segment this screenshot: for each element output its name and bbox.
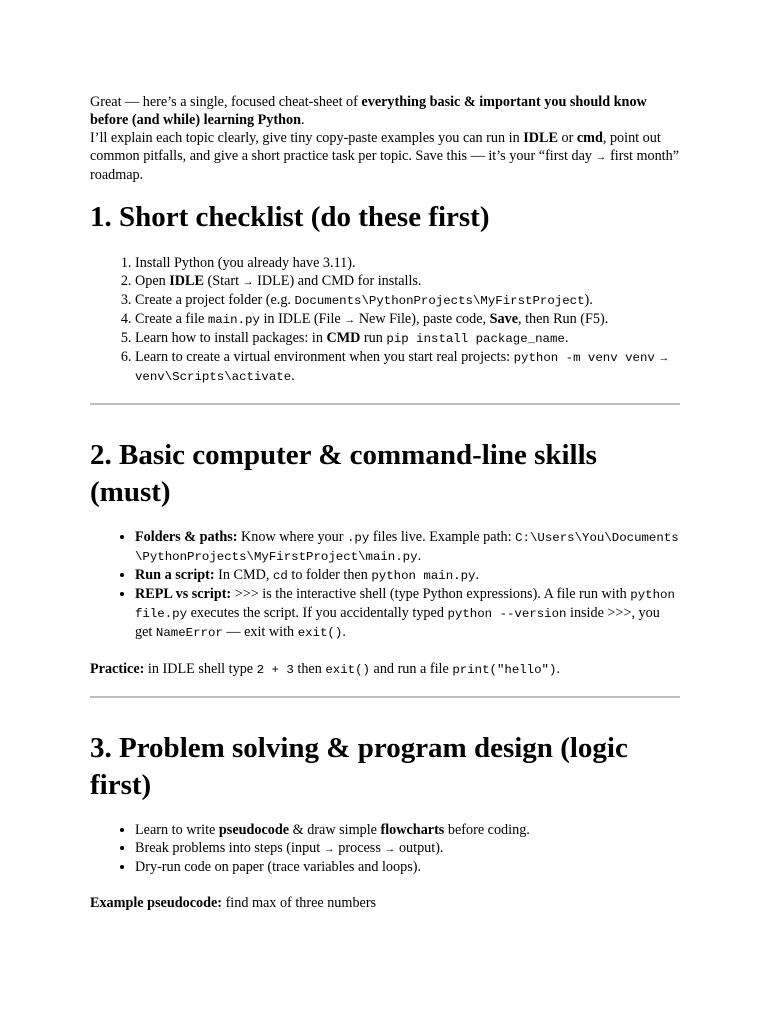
item-text: IDLE) and CMD for installs. — [253, 273, 422, 289]
item-text: New File), paste code, — [355, 311, 490, 327]
arrow-icon: → — [384, 843, 396, 855]
checklist — [90, 254, 680, 386]
section-divider — [90, 696, 680, 698]
item-code: .py — [347, 531, 370, 545]
item-text: executes the script. If you accidentally typed — [187, 605, 448, 621]
list-item — [135, 566, 680, 585]
item-code: cd — [272, 569, 288, 583]
list-item — [135, 272, 680, 291]
item-text: . — [342, 624, 346, 640]
item-code: C:\Users\You\Documents\PythonProjects\MyFirstProject\main.py — [135, 531, 679, 564]
item-label: REPL vs script: — [135, 586, 232, 602]
practice-code: print("hello") — [452, 663, 557, 677]
intro-text: or — [557, 130, 577, 146]
item-text: Install Python (you already have 3.11). — [135, 255, 356, 271]
item-text: >>> is the interactive shell (type Python expressions). A file run with — [231, 586, 631, 602]
practice-paragraph — [90, 660, 680, 679]
practice-text: in IDLE shell type — [144, 661, 257, 677]
section-2-heading: 2. Basic computer & command-line skills (must) — [90, 439, 597, 508]
section-1-heading: 1. Short checklist (do these first) — [90, 201, 490, 233]
logic-list — [90, 821, 680, 876]
item-text: Break problems into steps (input — [135, 840, 324, 856]
arrow-icon: → — [595, 151, 607, 163]
item-text: to folder then — [287, 567, 372, 583]
item-text: process — [334, 840, 385, 856]
list-item — [135, 839, 680, 858]
intro-paragraph — [90, 93, 680, 184]
list-item — [135, 821, 680, 839]
item-bold: CMD — [326, 330, 361, 346]
item-text: Learn to create a virtual environment when you start real projects: — [135, 349, 514, 365]
section-3-heading: 3. Problem solving & program design (logic first) — [90, 732, 628, 801]
arrow-icon: → — [323, 843, 335, 855]
item-code: python --version — [447, 607, 567, 621]
intro-text: , point out common pitfalls, and give a short practice task per topic. Save this — it’s your “first day — [90, 130, 661, 164]
item-code: python main.py — [371, 569, 476, 583]
item-code: main.py — [207, 313, 260, 327]
practice-code: exit() — [325, 663, 370, 677]
document-content — [90, 93, 680, 912]
list-item — [135, 254, 680, 272]
item-label: Run a script: — [135, 567, 215, 583]
practice-code: 2 + 3 — [256, 663, 294, 677]
item-code: pip install package_name — [386, 332, 565, 346]
list-item — [135, 585, 680, 642]
arrow-icon: → — [344, 314, 356, 326]
practice-text: and run a file — [369, 661, 453, 677]
item-text: Know where your — [237, 529, 347, 545]
practice-text: . — [556, 661, 560, 677]
intro-idle: IDLE — [523, 130, 558, 146]
item-text: . — [417, 548, 422, 564]
item-text: — exit with — [222, 624, 298, 640]
list-item — [135, 291, 680, 310]
item-text: inside >>>, you get — [135, 605, 660, 640]
practice-label: Practice: — [90, 661, 145, 677]
intro-text: . — [300, 112, 305, 128]
item-text: Open — [135, 273, 170, 289]
item-text: files live. Example path: — [369, 529, 516, 545]
item-code: python file.py — [135, 588, 675, 621]
item-text: . — [475, 567, 480, 583]
list-item — [135, 329, 680, 348]
item-text: In CMD, — [214, 567, 273, 583]
item-code: NameError — [155, 626, 223, 640]
item-bold: Save — [489, 311, 518, 327]
item-text: run — [360, 330, 387, 346]
intro-text: I’ll explain each topic clearly, give tiny copy-paste examples you can run in — [90, 130, 524, 146]
list-item — [135, 310, 680, 329]
item-code: venv\Scripts\activate — [135, 370, 292, 384]
item-bold: IDLE — [169, 273, 204, 289]
arrow-icon: → — [242, 276, 254, 288]
example-paragraph — [90, 894, 680, 912]
intro-cmd: cmd — [576, 130, 603, 146]
example-text: find max of three numbers — [222, 895, 377, 911]
item-text: & draw simple — [289, 822, 381, 838]
item-text: Create a file — [135, 311, 208, 327]
item-code: exit() — [297, 626, 343, 640]
item-text: (Start — [203, 273, 243, 289]
item-bold: flowcharts — [380, 822, 445, 838]
item-text: , then Run (F5). — [518, 311, 609, 327]
list-item — [135, 858, 680, 876]
item-code: python -m venv venv — [513, 351, 655, 365]
item-text: ). — [584, 292, 593, 308]
arrow-icon: → — [658, 352, 670, 364]
intro-bold: everything basic & important you should know before (and while) learning Python — [90, 94, 647, 128]
item-text: Learn how to install packages: in — [135, 330, 327, 346]
item-text: Dry-run code on paper (trace variables and loops). — [135, 859, 421, 875]
item-bold: pseudocode — [218, 822, 290, 838]
item-label: Folders & paths: — [135, 529, 238, 545]
intro-text: first month” roadmap. — [90, 148, 680, 183]
item-text: . — [564, 330, 569, 346]
item-text: in IDLE (File — [259, 311, 345, 327]
intro-text: Great — here’s a single, focused cheat-sheet of — [90, 94, 362, 110]
list-item — [135, 348, 680, 386]
practice-text: then — [293, 661, 326, 677]
section-divider — [90, 403, 680, 405]
example-label: Example pseudocode: — [90, 895, 223, 911]
item-text: . — [291, 368, 295, 384]
item-text: output). — [395, 840, 444, 856]
item-text: before coding. — [444, 822, 530, 838]
item-code: Documents\PythonProjects\MyFirstProject — [294, 294, 585, 308]
item-text: Create a project folder (e.g. — [135, 292, 295, 308]
list-item — [135, 528, 680, 566]
item-text: Learn to write — [135, 822, 219, 838]
skills-list — [90, 528, 680, 642]
